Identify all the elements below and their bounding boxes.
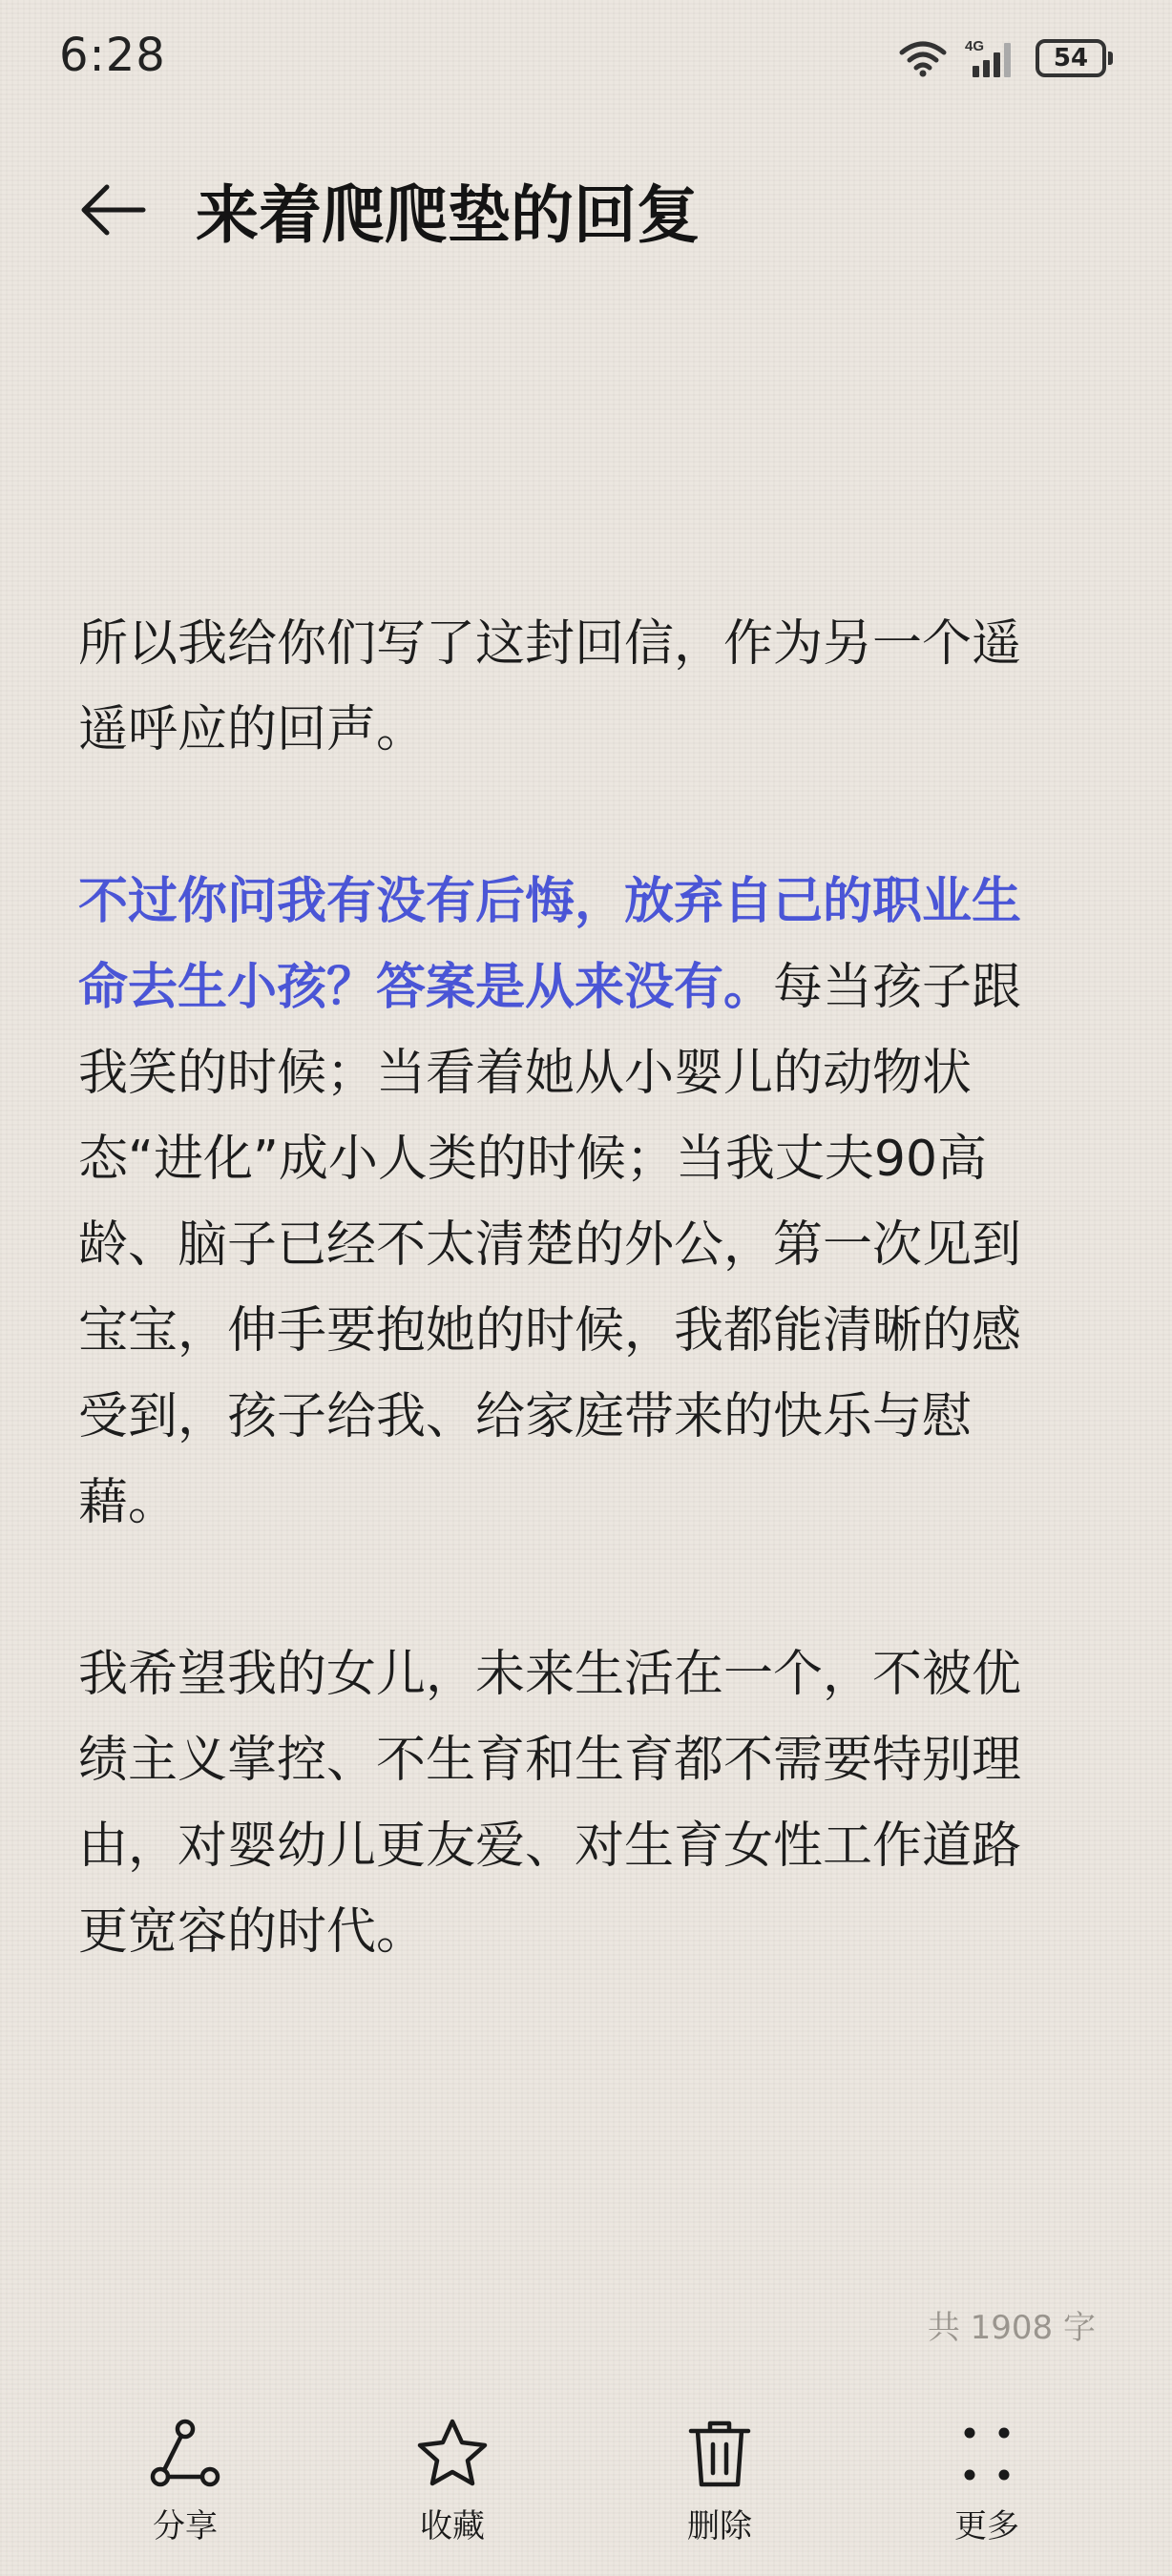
star-icon [412, 2414, 492, 2494]
bottom-toolbar [0, 2414, 1172, 2557]
word-count: 共 1908 字 [927, 2309, 1096, 2347]
trash-icon [680, 2414, 760, 2494]
favorite-button[interactable] [357, 2414, 548, 2557]
status-bar [0, 0, 1172, 114]
favorite-label: 收藏 [420, 2507, 485, 2545]
signal-icon [965, 37, 1018, 79]
share-icon [145, 2414, 225, 2494]
network-type-label: 4G [965, 38, 985, 54]
share-button[interactable] [90, 2414, 281, 2557]
more-label: 更多 [954, 2507, 1019, 2545]
back-button[interactable] [74, 172, 151, 248]
paragraph-3: 我希望我的女儿，未来生活在一个，不被优绩主义掌控、不生育和生育都不需要特别理由，对婴幼儿更友爱、对生育女性工作道路更宽容的时代。 [78, 1646, 1022, 1961]
page-title: 来着爬爬垫的回复 [196, 178, 700, 252]
paragraph-2-text: 每当孩子跟我笑的时候；当看着她从小婴儿的动物状态“进化”成小人类的时候；当我丈夫90高龄、脑子已经不太清楚的外公，第一次见到宝宝，伸手要抱她的时候，我都能清晰的感受到，孩子给我、给家庭带来的快乐与慰藉。 [78, 959, 1022, 1531]
wifi-icon [898, 39, 948, 77]
article-body [78, 601, 1057, 2061]
status-time: 6:28 [59, 29, 166, 82]
header [0, 153, 1172, 258]
battery-icon [1036, 39, 1113, 77]
more-button[interactable] [891, 2414, 1082, 2557]
paragraph-1: 所以我给你们写了这封回信，作为另一个遥遥呼应的回声。 [78, 615, 1022, 758]
more-dots-icon [947, 2414, 1027, 2494]
status-icons [898, 34, 1113, 82]
delete-button[interactable] [624, 2414, 815, 2557]
share-label: 分享 [153, 2507, 218, 2545]
delete-label: 删除 [687, 2507, 752, 2545]
highlighted-text: 不过你问我有没有后悔，放弃自己的职业生命去生小孩？答案是从来没有。 [78, 873, 1022, 1016]
battery-level: 54 [1036, 39, 1106, 77]
back-arrow-icon [78, 181, 147, 239]
paragraph-2 [78, 859, 1057, 1546]
